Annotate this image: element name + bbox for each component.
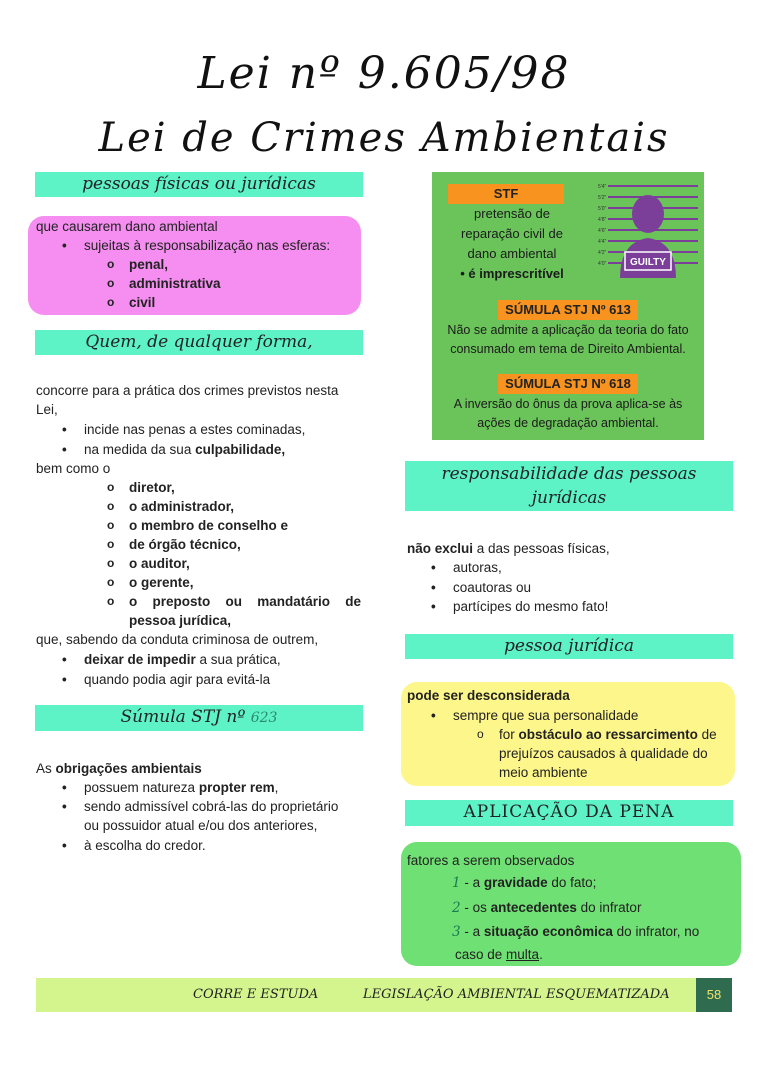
section-header-sumula-623: Súmula STJ nº 623 [35,705,363,731]
list-item: • autoras, [453,558,502,577]
footer-left: CORRE E ESTUDA [193,987,319,1002]
sumula-618-text: ações de degradação ambiental. [477,416,659,430]
paragraph: não exclui a das pessoas físicas, [407,541,610,556]
role-item: o o gerente, [129,573,194,592]
guilty-text: GUILTY [630,257,666,268]
paragraph: Lei, [36,402,58,417]
height-tick: 4'4" [598,239,607,245]
list-item: • incide nas penas a estes cominadas, [84,420,305,439]
list-subitem: o for obstáculo ao ressarcimento de [499,725,717,744]
factor-item-cont: caso de multa. [455,947,543,962]
paragraph: concorre para a prática dos crimes previstos nesta [36,383,339,398]
box-intro: que causarem dano ambiental [36,219,218,234]
list-item: • sempre que sua personalidade [453,706,638,725]
section-header-pessoas: pessoas físicas ou jurídicas [35,172,363,197]
page-subtitle: Lei de Crimes Ambientais [98,115,670,161]
footer [36,978,732,1012]
list-item: • partícipes do mesmo fato! [453,597,608,616]
paragraph: As obrigações ambientais [36,761,202,776]
list-item: • possuem natureza propter rem, [84,778,278,797]
height-tick: 4'0" [598,261,607,267]
factor-item: 3 - a situação econômica do infrator, no [452,924,700,940]
esfera-item: o administrativa [129,274,221,293]
list-item: • deixar de impedir a sua prática, [84,650,281,669]
section-header-resp-pj: responsabilidade das pessoas jurídicas [405,461,733,511]
box-heading: fatores a serem observados [407,853,575,868]
stf-infographic [432,172,704,440]
mugshot-icon [598,180,702,280]
page-number: 58 [696,978,732,1012]
list-item-cont: ou possuidor atual e/ou dos anteriores, [84,818,318,833]
footer-right: LEGISLAÇÃO AMBIENTAL ESQUEMATIZADA [363,987,670,1002]
sumula-618-label: SÚMULA STJ Nº 618 [498,374,638,394]
height-tick: 5'4" [598,184,607,190]
sumula-613-text: Não se admite a aplicação da teoria do fato [447,323,689,337]
paragraph: bem como o [36,461,111,476]
section-header-quem: Quem, de qualquer forma, [35,330,363,355]
page-title: Lei nº 9.605/98 [197,48,571,99]
role-item: o o membro de conselho e [129,516,288,535]
list-item: • sendo admissível cobrá-las do proprietário [84,797,338,816]
stf-line: pretensão de [474,206,550,221]
height-tick: 4'2" [598,250,607,256]
stf-label: STF [448,184,564,204]
list-item: • à escolha do credor. [84,836,206,855]
sumula-613-label: SÚMULA STJ Nº 613 [498,300,638,320]
box-bullet: • sujeitas à responsabilização nas esferas: [84,236,330,255]
list-subitem-cont: prejuízos causados à qualidade do [499,746,708,761]
height-tick: 5'2" [598,195,607,201]
esfera-item: o penal, [129,255,168,274]
esfera-item: o civil [129,293,155,312]
list-item: • coautoras ou [453,578,531,597]
role-item: o o administrador, [129,497,234,516]
factor-item: 1 - a gravidade do fato; [452,875,597,891]
sumula-618-text: A inversão do ônus da prova aplica-se às [453,397,683,411]
section-header-pena: APLICAÇÃO DA PENA [405,800,733,826]
multa-link: multa [506,947,540,962]
role-item-cont: pessoa jurídica, [129,613,232,628]
role-item: o diretor, [129,478,175,497]
list-item: • na medida da sua culpabilidade, [84,440,285,459]
factor-item: 2 - os antecedentes do infrator [452,900,642,916]
role-item: o de órgão técnico, [129,535,241,554]
sumula-613-text: consumado em tema de Direito Ambiental. [450,342,686,356]
paragraph: que, sabendo da conduta criminosa de outrem, [36,632,319,647]
stf-bullet: • é imprescritível [460,266,564,281]
list-item: • quando podia agir para evitá-la [84,670,270,689]
stf-line: dano ambiental [467,246,557,261]
section-header-pj: pessoa jurídica [405,634,733,659]
role-item: o o auditor, [129,554,190,573]
role-item: o o preposto ou mandatário de [129,592,361,611]
list-subitem-cont: meio ambiente [499,765,588,780]
height-tick: 4'8" [598,217,607,223]
height-tick: 4'6" [598,228,607,234]
box-heading: pode ser desconsiderada [407,688,570,703]
stf-line: reparação civil de [461,226,563,241]
height-tick: 5'0" [598,206,607,212]
